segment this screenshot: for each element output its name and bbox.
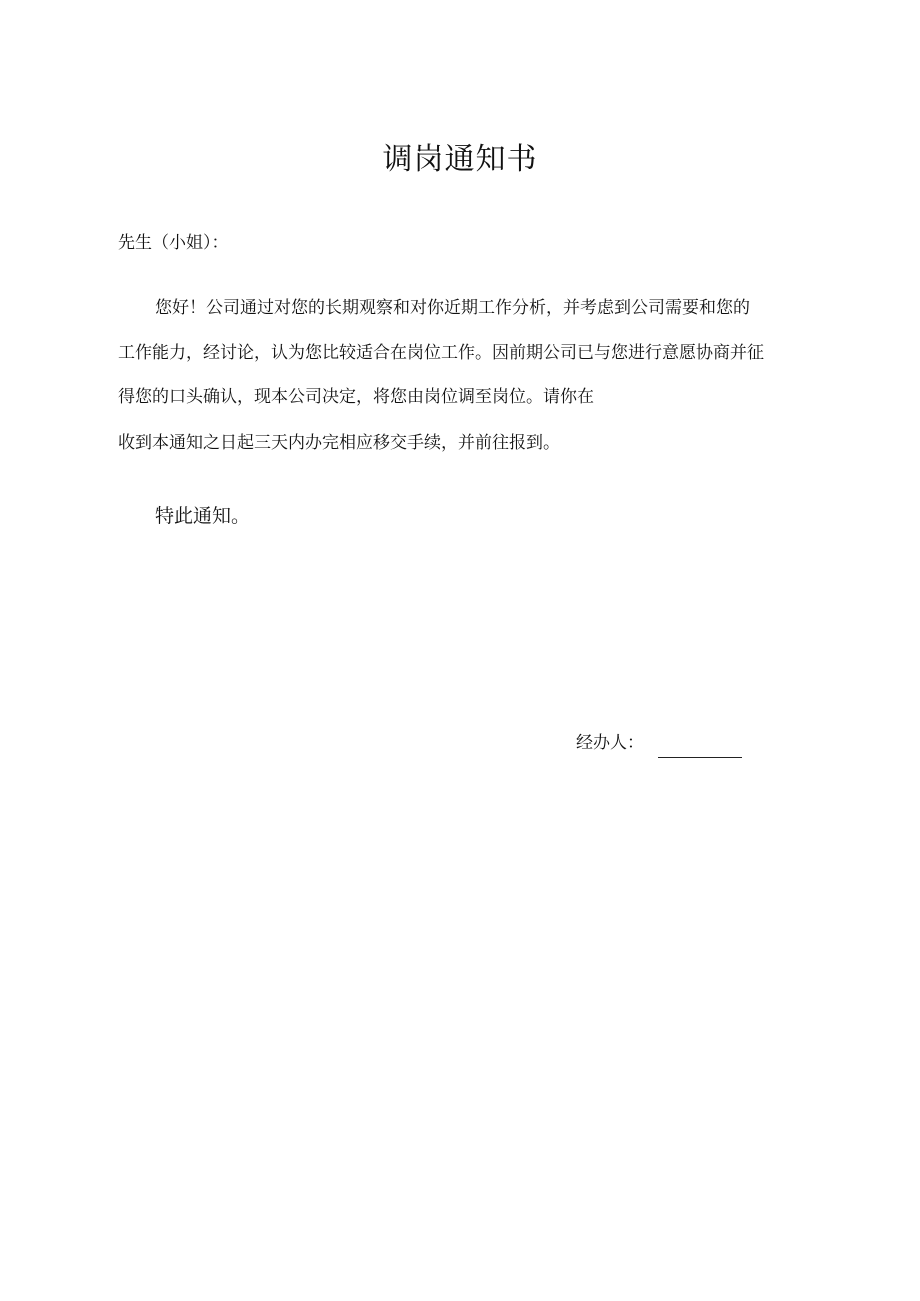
body-line-2: 工作能力，经讨论，认为您比较适合在岗位工作。因前期公司已与您进行意愿协商并征 — [118, 343, 764, 363]
body-line-1: 您好！公司通过对您的长期观察和对你近期工作分析，并考虑到公司需要和您的 — [155, 298, 750, 318]
signature-block — [576, 728, 742, 758]
document-title: 调岗通知书 — [382, 142, 538, 177]
body-line-3: 得您的口头确认，现本公司决定，将您由岗位调至岗位。请你在 — [118, 387, 594, 407]
body-line-4: 收到本通知之日起三天内办完相应移交手续，并前往报到。 — [118, 433, 560, 453]
signature-blank-line — [658, 735, 742, 758]
closing-line: 特此通知。 — [155, 505, 251, 527]
salutation: 先生（小姐）： — [118, 233, 229, 253]
signature-label: 经办人： — [576, 733, 644, 753]
